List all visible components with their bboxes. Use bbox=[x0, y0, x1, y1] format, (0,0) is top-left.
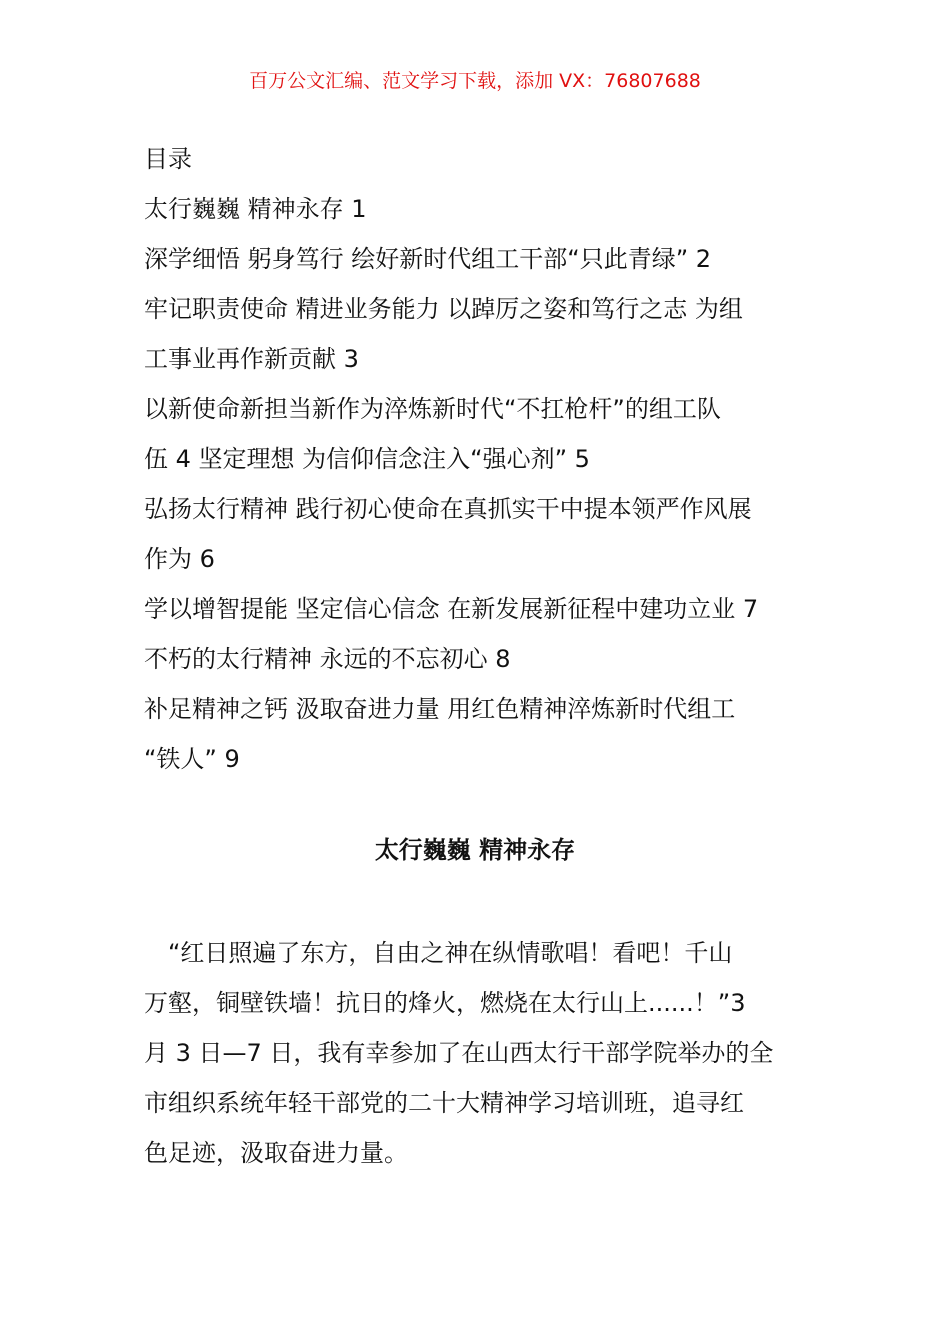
toc-line: 学以增智提能 坚定信心信念 在新发展新征程中建功立业 7 bbox=[144, 595, 759, 623]
article-body bbox=[144, 928, 809, 1178]
toc-line: 作为 6 bbox=[144, 545, 215, 573]
toc-line: 弘扬太行精神 践行初心使命在真抓实干中提本领严作风展 bbox=[144, 495, 752, 523]
toc-line: 工事业再作新贡献 3 bbox=[144, 345, 359, 373]
toc-line: 不朽的太行精神 永远的不忘初心 8 bbox=[144, 645, 511, 673]
article-title: 太行巍巍 精神永存 bbox=[374, 836, 576, 864]
body-line: 色足迹，汲取奋进力量。 bbox=[144, 1139, 408, 1167]
body-line: “红日照遍了东方，自由之神在纵情歌唱！看吧！千山 bbox=[144, 939, 733, 967]
header-watermark-note: 百万公文汇编、范文学习下载，添加 VX：76807688 bbox=[249, 70, 701, 92]
table-of-contents bbox=[144, 134, 809, 784]
toc-line: 牢记职责使命 精进业务能力 以踔厉之姿和笃行之志 为组 bbox=[144, 295, 743, 323]
toc-line: “铁人” 9 bbox=[144, 745, 240, 773]
toc-line: 补足精神之钙 汲取奋进力量 用红色精神淬炼新时代组工 bbox=[144, 695, 736, 723]
body-line: 市组织系统年轻干部党的二十大精神学习培训班，追寻红 bbox=[144, 1089, 744, 1117]
toc-line: 深学细悟 躬身笃行 绘好新时代组工干部“只此青绿” 2 bbox=[144, 245, 712, 273]
toc-line: 以新使命新担当新作为淬炼新时代“不扛枪杆”的组工队 bbox=[144, 395, 721, 423]
toc-line: 太行巍巍 精神永存 1 bbox=[144, 195, 367, 223]
body-line: 月 3 日—7 日，我有幸参加了在山西太行干部学院举办的全 bbox=[144, 1039, 774, 1067]
toc-line: 伍 4 坚定理想 为信仰信念注入“强心剂” 5 bbox=[144, 445, 590, 473]
body-line: 万壑，铜壁铁墙！抗日的烽火，燃烧在太行山上......！”3 bbox=[144, 989, 746, 1017]
toc-title: 目录 bbox=[144, 145, 192, 173]
